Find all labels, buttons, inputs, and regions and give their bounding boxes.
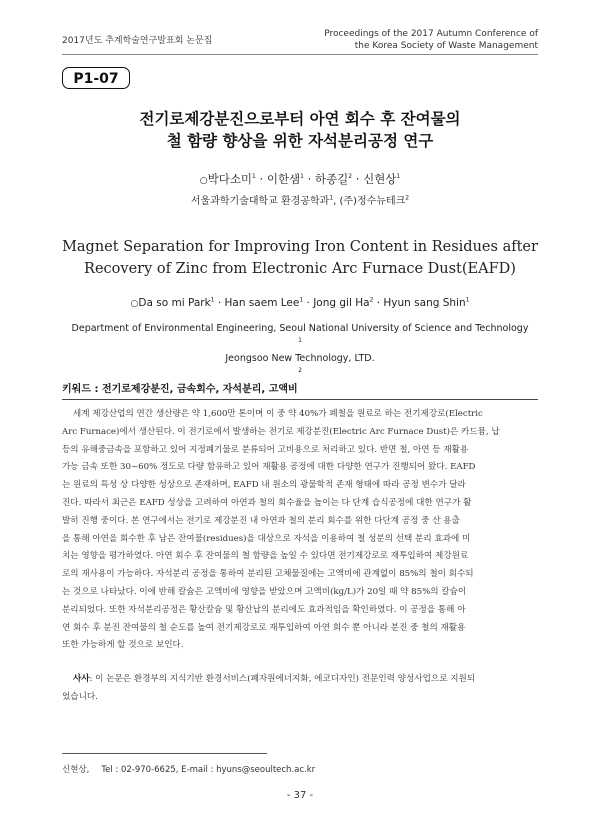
abstract-line: 진다. 따라서 최근은 EAFD 성상을 고려하여 아연과 철의 회수율을 높이는 다 단계 습식공정에 대한 연구가 활	[62, 497, 472, 508]
author-separator: ·	[303, 297, 314, 309]
running-header-left: 2017년도 추계학술연구발표회 논문집	[62, 36, 213, 46]
english-affiliation	[50, 321, 550, 381]
english-authors	[62, 297, 538, 309]
page-number: - 37 -	[286, 790, 314, 801]
acknowledgement	[62, 671, 538, 707]
korean-affiliation	[62, 192, 538, 207]
author-affil-sup: 1	[300, 173, 304, 181]
author-separator: ·	[304, 172, 315, 186]
presenter-mark: ○	[199, 176, 208, 186]
acknowledgement-text: : 이 논문은 환경부의 지식기반 환경서비스(폐자원에너지화, 에코디자인) 전문인력 양성사업으로 지원되	[89, 674, 476, 684]
korean-title-line2: 철 함량 향상을 위한 자석분리공정 연구	[166, 132, 434, 150]
keywords-label: 키워드 :	[62, 384, 102, 395]
author-affil-sup: 1	[465, 296, 470, 304]
running-header-right-line1: Proceedings of the 2017 Autumn Conference of	[324, 29, 538, 39]
abstract-line: 을 통해 아연을 회수한 후 남은 잔여물(residues)을 대상으로 자석을 이용하여 철 성분의 선택 분리 효과에 미	[62, 533, 471, 544]
author-name: Hyun sang Shin	[383, 297, 466, 309]
footnote-tel: Tel : 02-970-6625,	[101, 765, 179, 775]
footnote-divider	[62, 753, 267, 754]
acknowledgement-line2: 었습니다.	[62, 691, 98, 702]
abstract-line: 세계 제강산업의 연간 생산량은 약 1,600만 톤이며 이 중 약 40%가 폐철을 원료로 하는 전기제강로(Electric	[62, 409, 483, 419]
korean-title	[62, 108, 538, 152]
running-header-right-line2: the Korea Society of Waste Management	[354, 41, 538, 51]
abstract-line: 가능 금속 또한 30~60% 정도로 다량 함유하고 있어 재활용 공정에 대한 다양한 연구가 진행되어 왔다. EAFD	[62, 462, 476, 473]
footnote-name: 신현상,	[62, 765, 90, 775]
author-name: Han saem Lee	[224, 297, 300, 309]
abstract-body	[62, 406, 538, 655]
keywords-divider	[62, 399, 538, 400]
abstract-line: 분리되었다. 또한 자석분리공정은 황산칼슘 및 황산납의 분리에도 효과적임을 확인하였다. 이 공정을 통해 아	[62, 604, 466, 615]
running-header-right	[308, 28, 538, 52]
keywords	[62, 380, 538, 395]
author-name: Da so mi Park	[138, 297, 211, 309]
header-divider	[62, 54, 538, 55]
abstract-line: 로의 재사용이 가능하다. 자석분리 공정을 통하여 분리된 고체물질에는 고액비에 관계없이 85%의 철이 회수되	[62, 569, 474, 580]
abstract-line: 발히 진행 중이다. 본 연구에서는 전기로 제강분진 내 아연과 철의 분리 회수를 위한 다단계 공정 중 산 용출	[62, 515, 460, 526]
author-separator: ·	[373, 297, 384, 309]
abstract-line: 는 원료의 특성 상 다양한 성상으로 존재하며, EAFD 내 원소의 광물학적 존재 형태에 따라 공정 변수가 달라	[62, 480, 466, 491]
abstract-line: 또한 가능하게 할 것으로 보인다.	[62, 640, 184, 651]
author-name: Jong gil Ha	[313, 297, 370, 309]
english-title	[62, 236, 538, 280]
author-name: 이한샘	[266, 172, 301, 186]
presenter-mark: ○	[130, 299, 139, 309]
author-separator: ·	[255, 172, 267, 186]
affiliation-sup: 1	[298, 336, 302, 344]
footnote	[62, 763, 315, 775]
paper-id-badge: P1-07	[62, 67, 130, 89]
affiliation-org: Department of Environmental Engineering, Seoul National University of Science and Technology	[71, 323, 529, 334]
abstract-line: 등의 유해중금속을 포함하고 있어 지정폐기물로 분류되어 고비용으로 처리하고 있다. 반면 철, 아연 등 재활용	[62, 444, 469, 455]
author-affil-sup: 1	[396, 173, 401, 181]
korean-authors	[62, 171, 538, 187]
footnote-email: E-mail : hyuns@seoultech.ac.kr	[181, 765, 316, 775]
affiliation-sup: 2	[298, 366, 302, 374]
affiliation-org: (주)정수뉴테크	[339, 196, 406, 207]
affiliation-separator: ,	[333, 196, 340, 207]
author-separator: ·	[214, 297, 225, 309]
korean-title-line1: 전기로제강분진으로부터 아연 회수 후 잔여물의	[139, 110, 461, 128]
abstract-line: 치는 영향을 평가하였다. 아연 회수 후 잔여물의 철 함량을 높일 수 있다면 전기제강로로 재투입하여 제강원료	[62, 551, 469, 562]
acknowledgement-line1	[62, 671, 538, 689]
author-name: 하종길	[314, 172, 349, 186]
author-affil-sup: 2	[369, 296, 374, 304]
author-separator: ·	[352, 172, 364, 186]
affiliation-org: Jeongsoo New Technology, LTD.	[225, 353, 375, 364]
english-title-line2: Recovery of Zinc from Electronic Arc Furnace Dust(EAFD)	[84, 261, 516, 277]
abstract-line: Arc Furnace)에서 생산된다. 이 전기로에서 발생하는 전기로 제강분진(Electric Arc Furnace Dust)은 카드뮴, 납	[62, 426, 500, 437]
author-affil-sup: 1	[252, 173, 256, 181]
abstract-line: 는 것으로 나타났다. 이에 반해 칼슘은 고액비에 영향을 받았으며 고액비(kg/L)가 20일 때 약 85%의 칼슘이	[62, 586, 467, 597]
acknowledgement-label: 사사	[72, 674, 90, 684]
author-affil-sup: 1	[210, 296, 215, 304]
abstract-line: 연 회수 후 분진 잔여물의 철 순도를 높여 전기제강로로 재투입하여 아연 회수 뿐 아니라 분진 중 철의 재활용	[62, 622, 466, 633]
author-name: 신현상	[363, 172, 397, 186]
author-name: 박다소미	[207, 172, 253, 186]
keywords-text: 전기로제강분진, 금속회수, 자석분리, 고액비	[101, 384, 298, 395]
author-affil-sup: 2	[348, 173, 353, 181]
affiliation-org: 서울과학기술대학교 환경공학과	[190, 196, 330, 207]
affiliation-sup: 2	[405, 194, 410, 202]
affiliation-sup: 1	[329, 194, 334, 202]
english-title-line1: Magnet Separation for Improving Iron Content in Residues after	[62, 239, 538, 255]
english-affiliation-line1	[50, 321, 550, 351]
english-affiliation-line2	[50, 351, 550, 381]
author-affil-sup: 1	[299, 296, 304, 304]
